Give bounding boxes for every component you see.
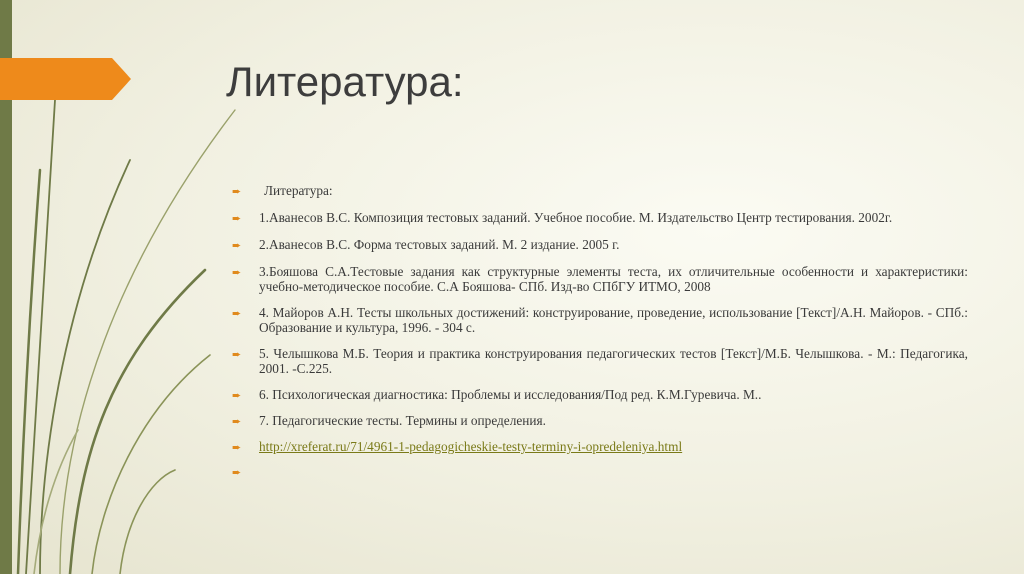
slide-title: Литература:	[226, 58, 464, 105]
list-item	[232, 346, 968, 376]
reference-link[interactable]: http://xreferat.ru/71/4961-1-pedagogicheskie-testy-terminy-i-opredeleniya.html	[259, 439, 683, 454]
list-item	[232, 387, 968, 402]
arrow-bullet-icon: ➨	[232, 185, 242, 198]
arrow-bullet-icon: ➨	[232, 389, 242, 402]
list-item-text: 7. Педагогические тесты. Термины и определения.	[259, 413, 546, 428]
list-item	[232, 183, 968, 198]
list-item	[232, 305, 968, 335]
list-item-text: Литература:	[264, 183, 333, 198]
list-item-text: 5. Челышкова М.Б. Теория и практика конструирования педагогических тестов [Текст]/М.Б. Челышкова. - М.: Педагогика, 2001. -С.225.	[259, 346, 968, 376]
arrow-bullet-icon: ➨	[232, 307, 242, 320]
list-item	[232, 264, 968, 294]
list-item	[232, 210, 968, 225]
list-item-text: 6. Психологическая диагностика: Проблемы и исследования/Под ред. К.М.Гуревича. М..	[259, 387, 762, 402]
list-item-text: 2.Аванесов В.С. Форма тестовых заданий. М. 2 издание. 2005 г.	[259, 237, 620, 252]
list-item	[232, 237, 968, 252]
arrow-bullet-icon: ➨	[232, 212, 242, 225]
list-item	[232, 413, 968, 428]
arrow-bullet-icon: ➨	[232, 441, 242, 454]
list-item-text: 4. Майоров А.Н. Тесты школьных достижений: конструирование, проведение, использование [Текст]/А.Н. Майоров. - СПб.: Образование и культура, 1996. - 304 с.	[259, 305, 968, 335]
list-item-text: 3.Бояшова С.А.Тестовые задания как структурные элементы теста, их отличительные особенности и характеристики: учебно-методическое пособие. С.А Бояшова- СПб. Изд-во СПбГУ ИТМО, 2008	[259, 264, 968, 294]
list-item-text: 1.Аванесов В.С. Композиция тестовых заданий. Учебное пособие. М. Издательство Центр тестирования. 2002г.	[259, 210, 893, 225]
arrow-bullet-icon: ➨	[232, 266, 242, 279]
arrow-bullet-icon: ➨	[232, 415, 242, 428]
title-accent-arrow	[0, 58, 131, 100]
list-item	[232, 439, 968, 454]
arrow-bullet-icon: ➨	[232, 239, 242, 252]
arrow-bullet-icon: ➨	[232, 348, 242, 361]
arrow-bullet-icon: ➨	[232, 466, 242, 479]
reference-list	[232, 183, 968, 479]
